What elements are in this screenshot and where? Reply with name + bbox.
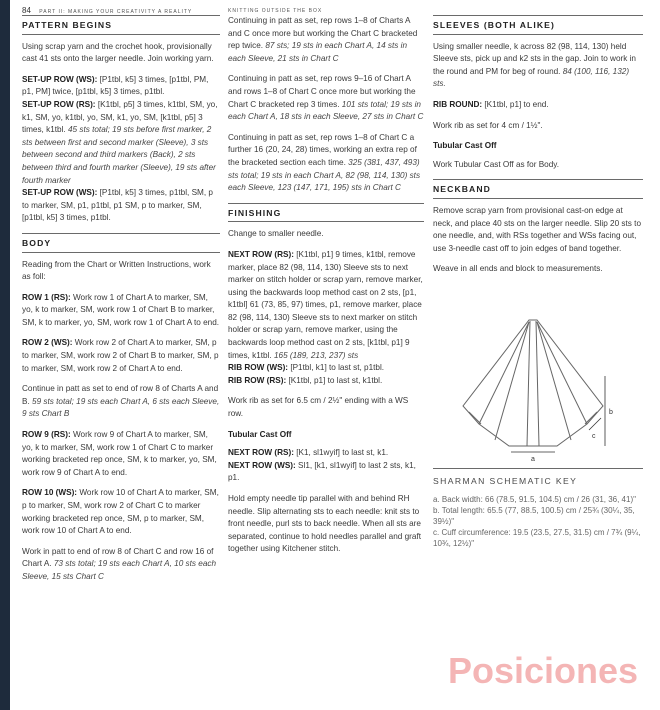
sleeves-heading: SLEEVES (BOTH ALIKE) (433, 15, 643, 35)
setup-row-1-text: [P1tbl, k5] 3 times, [p1tbl, PM, p1, PM] twice, [p1tbl, k5] 3 times, p1tbl. (22, 74, 209, 97)
body-heading: BODY (22, 233, 220, 253)
body-row-1 (22, 292, 220, 330)
tubular-row-1-text: [K1, sl1wyif] to last st, k1. (296, 448, 389, 458)
pattern-begins-heading: PATTERN BEGINS (22, 15, 220, 35)
rib-row-rs-text: [K1tbl, p1] to last st, k1tbl. (288, 375, 383, 385)
sleeves-note: 84 (100, 116, 132) sts. (433, 66, 630, 89)
schematic-label-c: c (592, 432, 596, 440)
rib-row-rs-label: RIB ROW (RS): (228, 375, 287, 385)
rib-round-text: [K1tbl, p1] to end. (484, 99, 549, 109)
schematic-outline (463, 320, 603, 446)
tubular-cast-off-heading: Tubular Cast Off (228, 429, 292, 439)
schematic-seam-center-2 (536, 321, 539, 446)
body-continue-1-note: 59 sts total; 19 sts each Chart A, 6 sts each Sleeve, 9 sts Chart B (22, 396, 220, 419)
setup-row-2-text: [K1tbl, p5] 3 times, k1tbl, SM, yo, k1, SM, yo, k1tbl, yo, SM, k1, yo, SM, [k1tbl, p5] 3 times, k1tbl. (22, 99, 218, 135)
schematic-body-shape (463, 320, 603, 446)
body-row-9-text: Work row 9 of Chart A to marker, SM, yo, k to marker, SM, work row 1 of Chart C to marker working bracketed rep once, SM, k to marker, yo, SM, work row 9 of Chart A to end. (22, 430, 217, 477)
body-row-10-label: ROW 10 (WS): (22, 488, 78, 498)
column-left (22, 0, 220, 592)
rib-row-ws-label: RIB ROW (WS): (228, 363, 289, 373)
running-head-right (228, 0, 424, 15)
running-head-spacer (433, 0, 643, 15)
body-row-2 (22, 337, 220, 375)
body-continue-1 (22, 383, 220, 421)
neckband-weave: Weave in all ends and block to measurements. (433, 264, 603, 274)
setup-row-1-label: SET-UP ROW (WS): (22, 74, 98, 84)
schematic-label-b: b (609, 408, 613, 416)
finishing-work-rib: Work rib as set for 6.5 cm / 2½" ending with a WS row. (228, 396, 409, 419)
body-row-2-text: Work row 2 of Chart A to marker, SM, p to marker, SM, work row 2 of Chart B to marker, SM, p to marker, SM, work row 2 of Chart A to end. (22, 338, 219, 373)
rib-row-ws-text: [P1tbl, k1] to last st, p1tbl. (290, 363, 385, 373)
schematic-key-c: c. Cuff circumference: 19.5 (23.5, 27.5, 31.5) cm / 7¾ (9¼, 10¾, 12½)" (433, 527, 641, 548)
setup-row-2-label: SET-UP ROW (RS): (22, 99, 96, 109)
sleeves-rib-round (433, 99, 643, 112)
schematic-label-a: a (531, 455, 535, 462)
body-row-10 (22, 487, 220, 537)
finishing-next-row (228, 249, 424, 388)
finishing-next-row-label: NEXT ROW (RS): (228, 249, 294, 259)
neckband-heading: NECKBAND (433, 179, 643, 199)
tubular-row-2-text: Sl1, [k1, sl1wyif] to last 2 sts, k1, p1. (228, 460, 416, 483)
body-repeat-3 (228, 132, 424, 195)
body-continue-2 (22, 546, 220, 584)
finishing-next-row-text: [K1tbl, p1] 9 times, k1tbl, remove marker, place 82 (98, 114, 130) Sleeve sts to next marker on stitch holder or scrap yarn, remove marker, using the backwards loop method cast on 2 sts, [p1, k1tbl] 61 (73, 85, 97) times, p1, remove marker, place 82 (98, 114, 130) Sleeve sts to next marker on stitch holder or scrap yarn, remove marker, using the backwards loop method cast on 2 sts, [k1tbl, p1] 9 times, k1tbl. (228, 249, 423, 360)
rib-round-label: RIB ROUND: (433, 99, 483, 109)
sleeves-pickup (433, 41, 643, 91)
body-continue-1-text: Continue in patt as set to end of row 8 of Charts A and B. (22, 384, 219, 406)
body-repeat-1 (228, 15, 424, 65)
tubular-row-2-label: NEXT ROW (WS): (228, 460, 296, 470)
body-row-1-label: ROW 1 (RS): (22, 292, 71, 302)
schematic-cuff-right (585, 412, 597, 424)
body-row-9-label: ROW 9 (RS): (22, 430, 71, 440)
body-repeat-1-text: Continuing in patt as set, rep rows 1–8 of Charts A and C once more but working the Chart C bracketed rep twice. (228, 16, 418, 51)
body-repeat-3-text: Continuing in patt as set, rep rows 1–8 of Chart C a further 16 (20, 24, 28) times, working an extra rep of the bracketed section each time. (228, 132, 417, 167)
running-head-left (22, 0, 220, 15)
sleeves-work-rib: Work rib as set for 4 cm / 1½". (433, 120, 543, 130)
body-repeat-2 (228, 73, 424, 123)
finishing-next-row-note: 165 (189, 213, 237) sts (273, 350, 359, 360)
tubular-row-1-label: NEXT ROW (RS): (228, 448, 294, 458)
body-row-1-text: Work row 1 of Chart A to marker, SM, yo, k to marker, SM, work row 1 of Chart B to marker, SM, k to marker, yo, SM, work row 1 of Chart A to end. (22, 292, 220, 327)
sleeves-text: Using smaller needle, k across 82 (98, 114, 130) held Sleeve sts, pick up and k2 sts in the gap. Join to work in the round and PM for beg of round. (433, 41, 636, 76)
body-intro: Reading from the Chart or Written Instructions, work as foll: (22, 259, 211, 282)
page-number: 84 (22, 6, 31, 15)
setup-row-2-note: 45 sts total; 19 sts before first marker, 2 sts between first and second marker (Sleeve), 3 sts between second and third markers (Back), 2 sts between third and fourth marker (Sleeve), 19 sts after fourth marker (22, 125, 216, 185)
sleeves-tubular-text: Work Tubular Cast Off as for Body. (433, 159, 560, 169)
schematic-seam-center (527, 321, 530, 446)
finishing-intro: Change to smaller needle. (228, 229, 324, 239)
schematic-key-heading: SHARMAN SCHEMATIC KEY (433, 468, 643, 488)
schematic-cuff-left (469, 412, 481, 424)
schematic-key-a: a. Back width: 66 (78.5, 91.5, 104.5) cm / 26 (31, 36, 41)" (433, 494, 636, 504)
neckband-text: Remove scrap yarn from provisional cast-on edge at neck, and place 40 sts on the larger needle. Slip 20 sts to one needle, and, with RSs together and WSs facing out, use 3-needle cast off to join edges of band together. (433, 205, 642, 253)
body-row-9 (22, 429, 220, 479)
running-head-right-text: KNITTING OUTSIDE THE BOX (228, 8, 323, 14)
sleeves-tubular-heading: Tubular Cast Off (433, 141, 497, 151)
setup-row-3-text: [P1tbl, k5] 3 times, p1tbl, SM, p to marker, SM, p1, p1tbl, p1 SM, p to marker, SM, [p1tbl, k5] 3 times, p1tbl. (22, 188, 213, 223)
tubular-rows (228, 447, 424, 485)
page-spine-bar (0, 0, 10, 710)
column-right (433, 0, 643, 549)
garment-schematic (433, 312, 643, 462)
graft-instructions: Hold empty needle tip parallel with and behind RH needle. Slip alternating sts to each needle: knit sts to front needle, purl sts to back needle. When all sts are separated, continue to hold needles parallel and graft together using Kitchener stitch. (228, 494, 421, 554)
schematic-dimension-lines (511, 376, 605, 452)
column-middle (228, 0, 424, 564)
finishing-heading: FINISHING (228, 203, 424, 223)
schematic-key-b: b. Total length: 65.5 (77, 88.5, 100.5) cm / 25¾ (30¼, 35, 39½)" (433, 505, 635, 526)
running-head-left-text: PART II: MAKING YOUR CREATIVITY A REALITY (39, 9, 193, 15)
body-repeat-3-note: 325 (381, 437, 493) sts total; 19 sts in each Chart A, 82 (98, 114, 130) sts each Sleeve, 123 (147, 171, 195) sts in Chart C (228, 157, 421, 193)
body-row-2-label: ROW 2 (WS): (22, 338, 73, 348)
body-continue-2-text: Work in patt to end of row 8 of Chart C and row 16 of Chart A. (22, 546, 214, 569)
watermark: Posiciones (448, 650, 639, 691)
body-continue-2-note: 73 sts total; 19 sts each Chart A, 10 sts each Sleeve, 15 sts Chart C (22, 559, 217, 581)
body-repeat-2-text: Continuing in patt as set, rep rows 9–16 of Chart A and rows 1–8 of Chart C once more but working the Chart C bracketed rep 3 times. (228, 74, 416, 109)
setup-rows (22, 74, 220, 225)
pattern-begins-intro: Using scrap yarn and the crochet hook, provisionally cast 41 sts onto the larger needle. Join working yarn. (22, 41, 214, 64)
setup-row-3-label: SET-UP ROW (WS): (22, 188, 98, 198)
body-row-10-text: Work row 10 of Chart A to marker, SM, p to marker, SM, work row 2 of Chart C to marker working bracketed rep once, SM, p to marker, SM, work row 10 of Chart A to end. (22, 488, 219, 536)
body-repeat-1-note: 87 sts; 19 sts in each Chart A, 14 sts in each Sleeve, 21 sts in Chart C (228, 41, 408, 63)
body-repeat-2-note: 101 sts total; 19 sts in each Chart A, 18 sts in each Sleeve, 27 sts in Chart C (228, 99, 424, 122)
